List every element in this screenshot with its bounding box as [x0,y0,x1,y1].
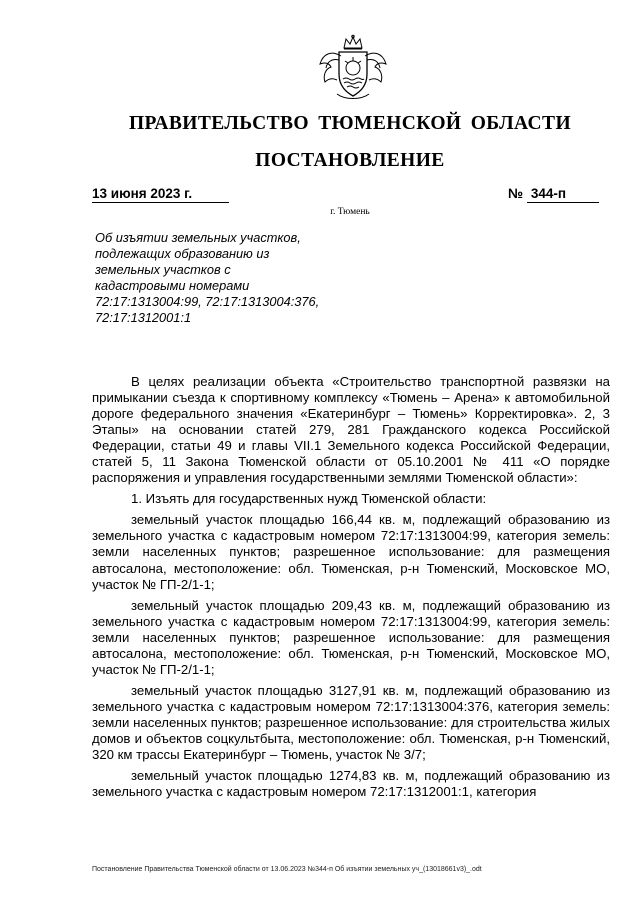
document-date: 13 июня 2023 г. [92,186,229,203]
document-type: ПОСТАНОВЛЕНИЕ [255,150,445,171]
document-subject [95,230,375,327]
page-footer: Постановление Правительства Тюменской области от 13.06.2023 №344-п Об изъятии земельных уч_(13018661v3)_.odt [92,866,482,873]
document-number [508,186,604,203]
subject-line: подлежащих образованию из [95,246,270,262]
number-sign: № [508,186,524,201]
land-plot-paragraph: земельный участок площадью 166,44 кв. м, подлежащий образованию из земельного участка с кадастровым номером 72:17:1313004:99, категория земель: земли населенных пунктов; разрешенное использование: для размещения автосалона, местоположение: обл. Тюменская, р-н Тюменский, Московское МО, участок № ГП-2/1-1; [92,512,610,592]
document-city: г. Тюмень [330,207,370,217]
land-plot-paragraph: земельный участок площадью 1274,83 кв. м, подлежащий образованию из земельного участка с кадастровым номером 72:17:1312001:1, категория [92,768,610,800]
subject-line: кадастровыми номерами [95,278,250,294]
document-body [92,374,610,805]
subject-line: земельных участков с [95,262,231,278]
tyumen-coat-of-arms-emblem [317,34,389,102]
land-plot-paragraph: земельный участок площадью 209,43 кв. м, подлежащий образованию из земельного участка с кадастровым номером 72:17:1313004:99, категория земель: земли населенных пунктов; разрешенное использование: для размещения автосалона, местоположение: обл. Тюменская, р-н Тюменский, Московское МО, участок № ГП-2/1-1; [92,597,610,677]
subject-line: 72:17:1312001:1 [95,310,192,326]
document-number-value: 344-п [527,186,599,203]
land-plot-paragraph: земельный участок площадью 3127,91 кв. м, подлежащий образованию из земельного участка с кадастровым номером 72:17:1313004:376, категория земель: земли населенных пунктов; разрешенное использование: для строительства жилых домов и объектов соцкультбыта, местоположение: обл. Тюменская, р-н Тюменский, 320 км трассы Екатеринбург – Тюмень, участок № 3/7; [92,682,610,763]
clause-paragraph: 1. Изъять для государственных нужд Тюменской области: [131,491,487,507]
subject-line: 72:17:1313004:99, 72:17:1313004:376, [95,294,320,310]
preamble-paragraph: В целях реализации объекта «Строительство транспортной развязки на примыкании съезда к спортивному комплексу «Тюмень – Арена» к автомобильной дороге федерального значения «Екатеринбург – Тюмень» Корректировка». 2, 3 Этапы» на основании статей 279, 281 Гражданского кодекса Российской Федерации, статьи 49 и главы VII.1 Земельного кодекса Российской Федерации, статей 5, 11 Закона Тюменской области от 05.10.2001 № 411 «О порядке распоряжения и управления государственными землями Тюменской области»: [92,374,610,486]
government-title: ПРАВИТЕЛЬСТВО ТЮМЕНСКОЙ ОБЛАСТИ [128,113,572,134]
subject-line: Об изъятии земельных участков, [95,230,301,245]
